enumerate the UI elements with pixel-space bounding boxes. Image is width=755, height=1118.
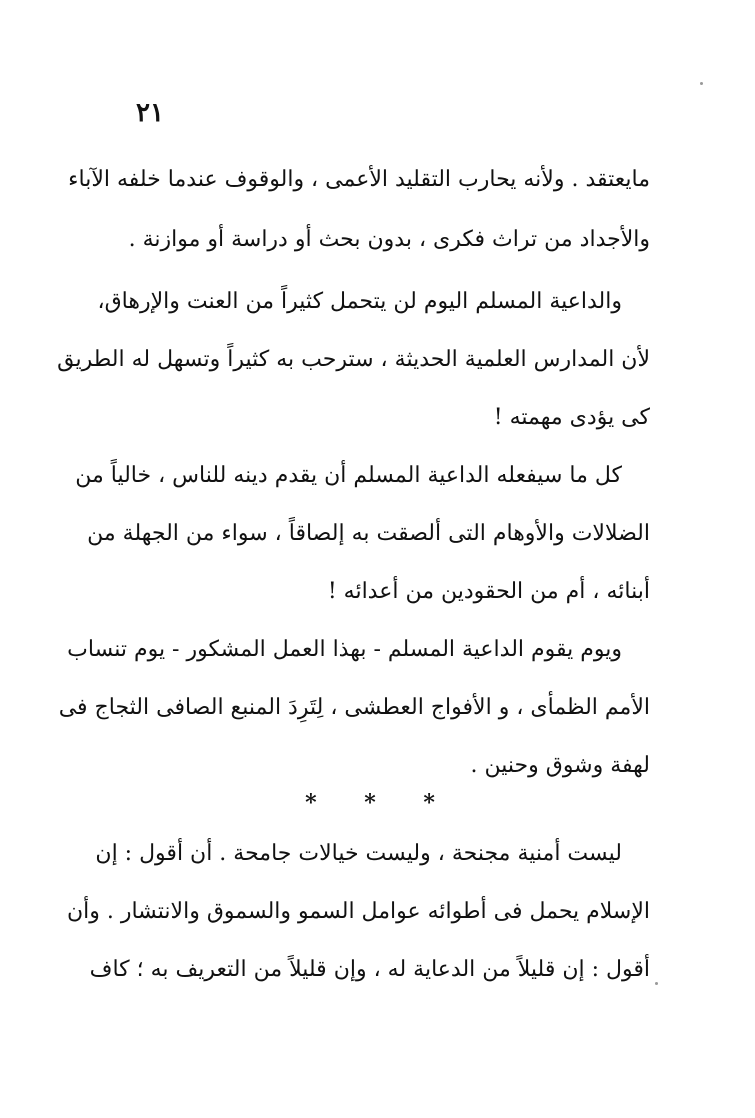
text-line: الإسلام يحمل فى أطوائه عوامل السمو والسموق والانتشار . وأن	[66, 899, 650, 924]
text-line: لهفة وشوق وحنين .	[470, 753, 650, 778]
text-line: والداعية المسلم اليوم لن يتحمل كثيراً من العنت والإرهاق،	[97, 289, 622, 314]
text-line: والأجداد من تراث فكرى ، بدون بحث أو دراسة أو موازنة .	[128, 227, 650, 252]
text-line: ويوم يقوم الداعية المسلم - بهذا العمل المشكور - يوم تنساب	[67, 637, 622, 662]
section-separator: * * *	[305, 790, 455, 816]
text-line: كى يؤدى مهمته !	[493, 405, 650, 430]
text-line: لأن المدارس العلمية الحديثة ، سترحب به كثيراً وتسهل له الطريق	[57, 347, 650, 372]
text-line: كل ما سيفعله الداعية المسلم أن يقدم دينه للناس ، خالياً من	[75, 463, 622, 488]
text-line: الأمم الظمأى ، و الأفواج العطشى ، لِتَرِدَ المنبع الصافى الثجاج فى	[58, 695, 650, 720]
page-number: ٢١	[136, 98, 164, 128]
text-line: أبنائه ، أم من الحقودين من أعدائه !	[327, 579, 650, 604]
text-line: أقول : إن قليلاً من الدعاية له ، وإن قليلاً من التعريف به ؛ كاف	[89, 957, 650, 982]
text-line: ليست أمنية مجنحة ، وليست خيالات جامحة . أن أقول : إن	[95, 841, 622, 866]
scan-speck	[700, 82, 703, 85]
text-line: مايعتقد . ولأنه يحارب التقليد الأعمى ، والوقوف عندما خلفه الآباء	[68, 167, 650, 192]
scan-speck	[655, 982, 658, 985]
text-line: الضلالات والأوهام التى ألصقت به إلصاقاً ، سواء من الجهلة من	[87, 521, 650, 546]
